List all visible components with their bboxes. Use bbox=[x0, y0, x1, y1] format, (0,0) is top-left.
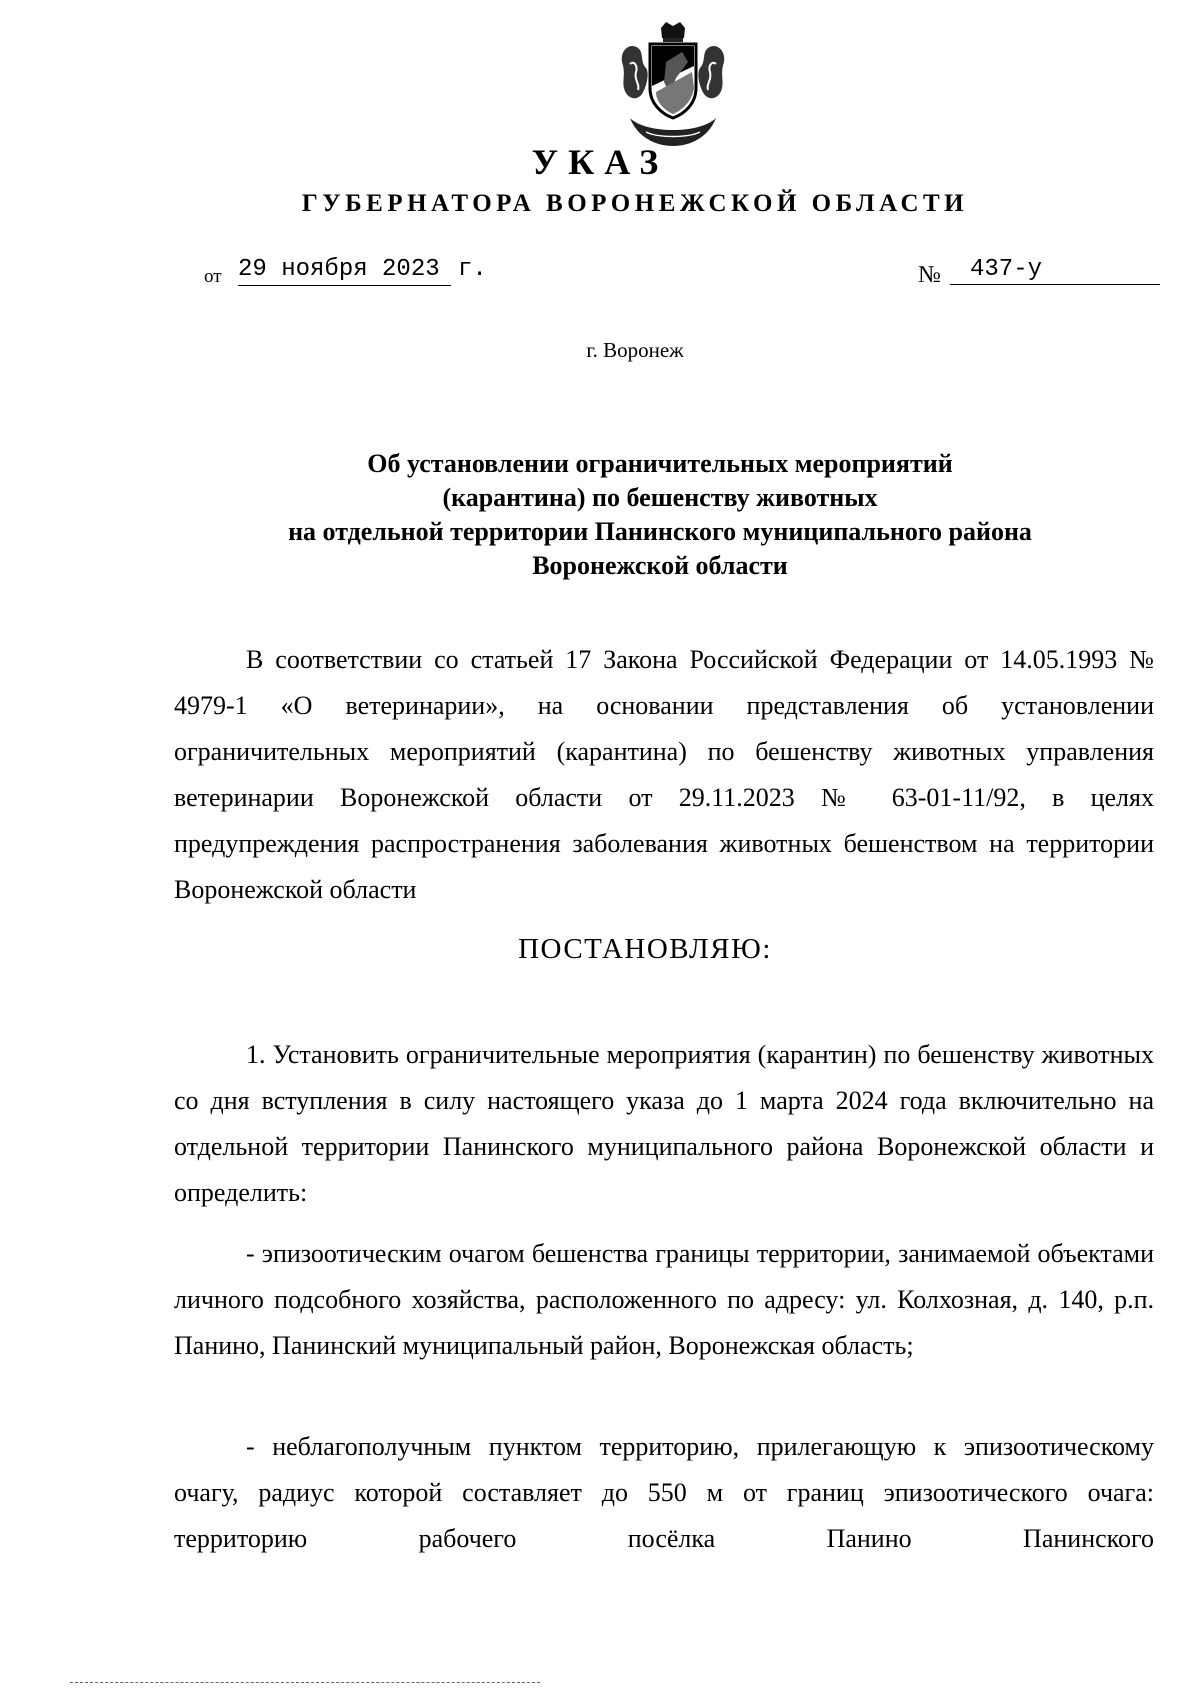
date-prefix: от bbox=[204, 266, 222, 287]
heading-line: на отдельной территории Панинского муниципального района bbox=[288, 517, 1032, 546]
coat-of-arms-icon bbox=[616, 22, 730, 150]
bullet-paragraph: - неблагополучным пунктом территорию, прилегающую к эпизоотическому очагу, радиус которой составляет до 550 м от границ эпизоотического очага: территорию рабочего посёлка Панино Панинского bbox=[174, 1432, 1154, 1553]
decree-subtitle: ГУБЕРНАТОРА ВОРОНЕЖСКОЙ ОБЛАСТИ bbox=[301, 190, 969, 217]
decree-date: 29 ноября 2023 bbox=[238, 255, 451, 286]
decree-title: УКАЗ bbox=[531, 142, 669, 182]
heading-line: Об установлении ограничительных мероприятий bbox=[367, 449, 953, 478]
number-sign: № bbox=[918, 262, 941, 288]
footer-divider bbox=[70, 1682, 540, 1683]
heading-line: Воронежской области bbox=[532, 551, 788, 580]
item-1-paragraph: 1. Установить ограничительные мероприятия (карантин) по бешенству животных со дня вступления в силу настоящего указа до 1 марта 2024 года включительно на отдельной территории Панинского муниципального района Воронежской области и определить: bbox=[174, 1040, 1154, 1207]
heading-line: (карантина) по бешенству животных bbox=[442, 483, 878, 512]
preamble-paragraph: В соответствии со статьей 17 Закона Российской Федерации от 14.05.1993 № 4979-1 «О ветеринарии», на основании представления об установлении ограничительных мероприятий (карантина) по бешенству животных управления ветеринарии Воронежской области от 29.11.2023 № 63-01-11/92, в целях предупреждения распространения заболевания животных бешенством на территории Воронежской области bbox=[174, 645, 1154, 904]
city: г. Воронеж bbox=[586, 338, 684, 362]
date-suffix: г. bbox=[458, 256, 487, 283]
resolve-heading: ПОСТАНОВЛЯЮ: bbox=[518, 933, 772, 965]
decree-number: 437-у bbox=[950, 255, 1160, 285]
bullet-paragraph: - эпизоотическим очагом бешенства границы территории, занимаемой объектами личного подсобного хозяйства, расположенного по адресу: ул. Колхозная, д. 140, р.п. Панино, Панинский муниципальный район, Воронежская область; bbox=[174, 1239, 1154, 1360]
document-heading bbox=[170, 447, 1150, 583]
